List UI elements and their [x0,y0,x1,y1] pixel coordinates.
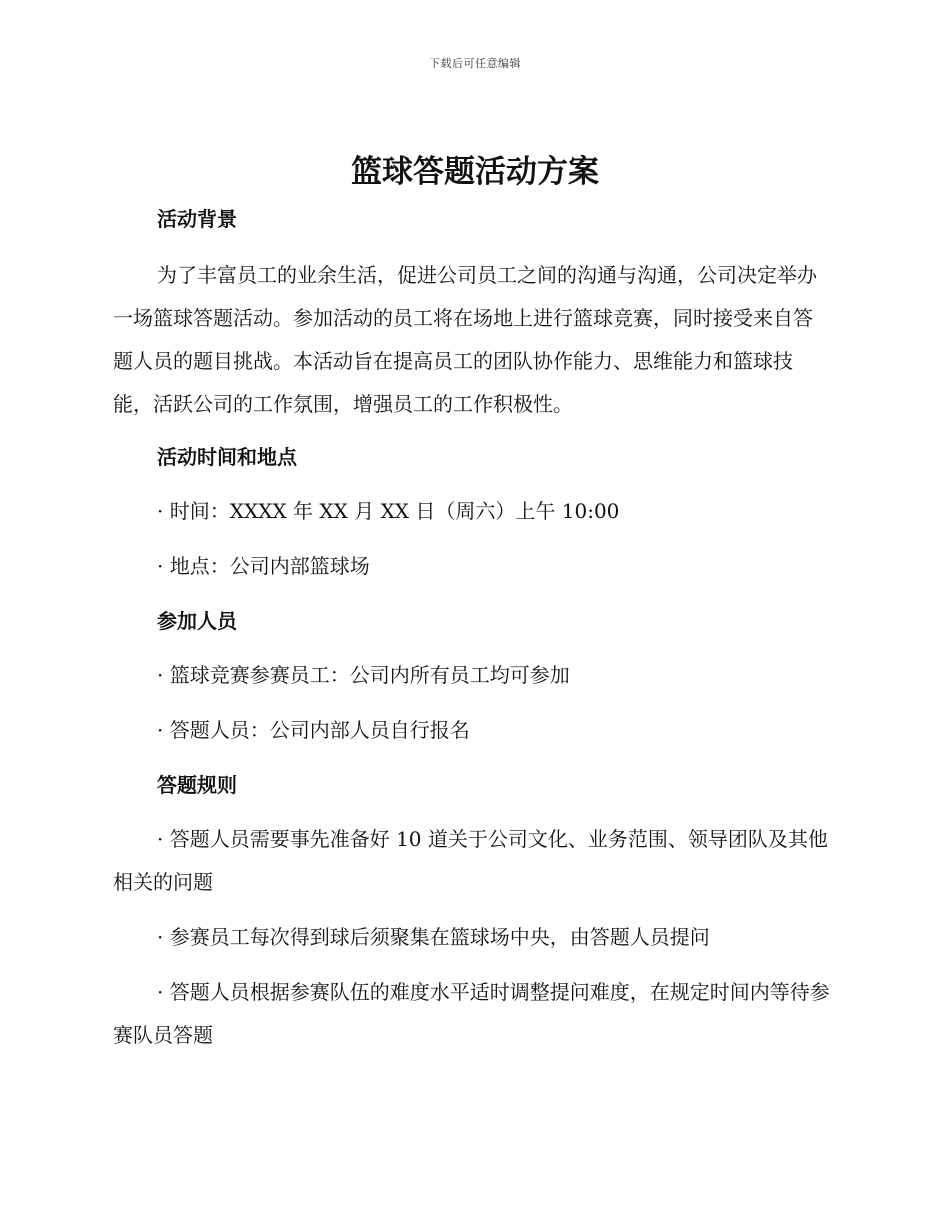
section-heading-time-place: 活动时间和地点 [157,445,297,469]
rules-item-2: · 参赛员工每次得到球后须聚集在篮球场中央，由答题人员提问 [157,925,710,949]
time-item: · 时间：XXXX 年 XX 月 XX 日（周六）上午 10:00 [157,499,620,523]
background-paragraph: 为了丰富员工的业余生活，促进公司员工之间的沟通与沟通，公司决定举办一场篮球答题活动。参加活动的员工将在场地上进行篮球竞赛，同时接受来自答题人员的题目挑战。本活动旨在提高员工的团队协作能力、思维能力和篮球技能，活跃公司的工作氛围，增强员工的工作积极性。 [113,263,817,416]
section-heading-background: 活动背景 [157,207,237,231]
participants-item-players: · 篮球竞赛参赛员工：公司内所有员工均可参加 [157,663,570,687]
rules-item-3: · 答题人员根据参赛队伍的难度水平适时调整提问难度，在规定时间内等待参赛队员答题 [113,980,830,1047]
participants-item-quizzers: · 答题人员：公司内部人员自行报名 [157,718,470,742]
rules-item-1: · 答题人员需要事先准备好 10 道关于公司文化、业务范围、领导团队及其他相关的问题 [113,827,828,894]
page-title: 篮球答题活动方案 [351,154,599,190]
section-heading-rules: 答题规则 [157,773,237,797]
place-item: · 地点：公司内部篮球场 [157,554,370,578]
section-heading-participants: 参加人员 [157,609,237,633]
header-note: 下载后可任意编辑 [429,57,521,70]
